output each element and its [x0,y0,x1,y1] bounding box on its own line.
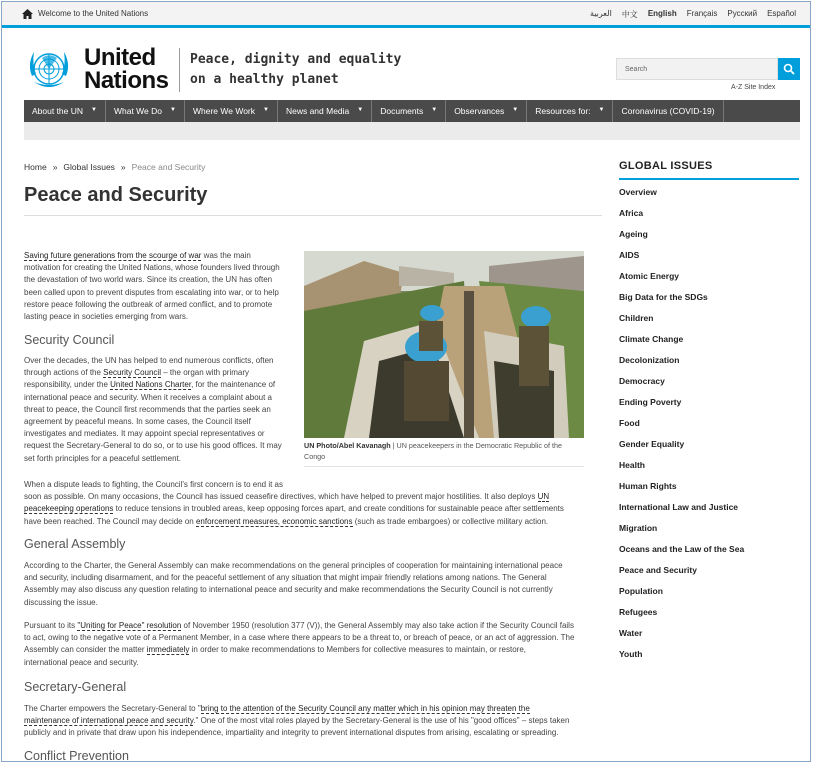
photo-credit: UN Photo/Abel Kavanagh [304,441,391,450]
text-span: Assembly can consider the matter [24,645,147,655]
text-line: restore peace following the outbreak of armed conflict, and to promote [24,299,273,309]
nav-label: Observances [454,106,505,116]
sidebar-item[interactable]: Peace and Security [619,565,697,575]
text-span: to reduce tensions in troubled areas, keep opposing forces apart, and create conditions for sustainable peace after settlements [113,504,564,514]
lang-english[interactable]: English [647,9,677,18]
text-span: Pursuant to its [24,621,78,630]
caption-separator: | [392,441,395,450]
breadcrumb [24,162,205,172]
un-charter-link[interactable]: United Nations Charter [110,380,192,390]
caret-down-icon: ▼ [598,107,605,113]
tagline-line-1: Peace, dignity and equality [190,52,402,67]
uniting-for-peace-paragraph [24,620,604,669]
global-issues-list [619,186,744,669]
sidebar-title: GLOBAL ISSUES [619,160,713,172]
sidebar-item[interactable]: Ageing [619,229,648,239]
nav-documents[interactable] [372,100,446,122]
caption-text: UN peacekeepers in the Democratic Republic of the Congo [304,441,562,461]
main-nav [24,100,800,122]
nav-label: What We Do [113,106,163,116]
nav-observances[interactable] [446,100,527,122]
brand-line-1: United [84,44,156,71]
uniting-for-peace-link[interactable]: "Uniting for Peace" resolution [77,621,182,630]
sidebar-title-rule [619,178,799,180]
title-divider [24,215,602,216]
text-line: was the main [203,251,251,260]
sidebar-item[interactable]: Democracy [619,376,665,386]
sidebar-item[interactable]: Migration [619,523,658,533]
text-line: agreement by peaceful means. In some cases, the Council itself [24,417,251,427]
nav-label: Documents [380,106,424,116]
sidebar-item[interactable]: Population [619,586,663,596]
heading-security-council: Security Council [24,333,115,347]
security-council-paragraph [24,355,299,465]
welcome-text: Welcome to the United Nations [38,9,149,18]
text-line: set forth principles for a peaceful settlement. [24,453,181,463]
text-line: investigates and mediates. It may appoint special representatives or [24,429,265,439]
heading-conflict-prevention: Conflict Prevention [24,749,129,762]
security-council-link[interactable]: Security Council [103,368,161,378]
search-icon [783,63,795,75]
sidebar-item[interactable]: Food [619,418,640,428]
nav-label: Where We Work [192,106,256,116]
text-span: ." One of the most vital roles played by the Secretary-General is the use of his "good offices" – steps taken [193,716,570,726]
text-line: international peace and security. When it receives a complaint about a [24,392,272,402]
top-bar [2,2,810,28]
brand-name[interactable] [84,46,169,92]
caret-down-icon: ▼ [512,107,519,113]
text-line: request the Secretary-General to do so, or to use his good offices. It may [24,441,282,451]
un-peacekeeping-link[interactable]: UN [537,492,550,502]
un-emblem-logo[interactable] [24,46,74,92]
text-line: motivation for creating the United Nations, whose founders lived through [24,263,280,273]
tagline [190,50,401,90]
nav-covid[interactable] [613,100,723,122]
sidebar-item[interactable]: Youth [619,649,643,659]
lang-russian[interactable]: Русский [727,9,758,18]
sidebar-item[interactable]: Big Data for the SDGs [619,292,708,302]
text-span: , for the maintenance of [191,380,276,390]
text-span: (such as trade embargoes) or collective military action. [352,516,549,526]
peacekeeping-operations-link[interactable]: peacekeeping operations [24,504,114,514]
sub-nav-bar [24,122,800,140]
text-line: discussing the issue. [24,597,98,607]
sidebar-item[interactable]: AIDS [619,250,640,260]
sidebar-item[interactable]: Health [619,460,645,470]
breadcrumb-current: Peace and Security [131,162,206,172]
text-line: lasting peace in societies emerging from wars. [24,312,189,322]
breadcrumb-separator: » [120,162,126,172]
breadcrumb-global-issues[interactable]: Global Issues [63,162,115,172]
text-span: responsibility, under the [24,380,111,390]
sidebar-item[interactable]: Overview [619,187,657,197]
caret-down-icon: ▼ [357,107,364,113]
search-input[interactable]: Search [616,58,778,80]
caret-down-icon: ▼ [170,107,176,113]
page-title: Peace and Security [24,184,208,206]
sidebar-item[interactable]: Oceans and the Law of the Sea [619,544,745,554]
lang-spanish[interactable]: Español [767,9,796,18]
brand-line-2: Nations [84,67,169,94]
home-icon[interactable] [22,9,33,19]
text-line: Over the decades, the UN has helped to end numerous conflicts, often [24,356,274,365]
sidebar-item[interactable]: Atomic Energy [619,271,679,281]
text-line: and security, including disarmament, and for the peaceful settlement of any situation that might impair friendly relations among nations. The General [24,573,547,583]
sidebar-item[interactable]: Decolonization [619,355,680,365]
sidebar-item[interactable]: Water [619,628,643,638]
text-line: threat to peace, the Council first recommends that the parties seek an [24,404,271,414]
nav-resources[interactable] [527,100,613,122]
nav-label: Coronavirus (COVID-19) [621,106,715,116]
sidebar-item[interactable]: Human Rights [619,481,677,491]
sidebar-item[interactable]: Ending Poverty [619,397,682,407]
peacekeepers-photo [304,251,584,438]
sidebar-item[interactable]: Climate Change [619,334,684,344]
browser-frame [1,1,811,762]
lang-chinese[interactable]: 中文 [621,10,638,19]
sidebar-item[interactable]: Gender Equality [619,439,685,449]
text-span: The Charter empowers the Secretary-General to " [24,704,201,713]
text-line: Assembly may also discuss any question relating to international peace and security and make recommendations the Security Council is not currently [24,585,553,595]
lang-arabic[interactable]: العربية [589,9,612,18]
maintenance-peace-link[interactable]: maintenance of international peace and security [24,716,194,726]
caret-down-icon: ▼ [263,107,269,113]
text-line: publicly and in private that draw upon his independence, impartiality and integrity to prevent international disputes from arising, escalating or spreading. [24,728,559,738]
text-line: international peace and security. [24,657,139,667]
photo-caption [304,440,584,462]
header-divider [179,48,180,92]
immediately-link[interactable]: immediately [146,645,190,655]
charter-article-link[interactable]: bring to the attention of the Security Council any matter which in his opinion may threaten the [200,704,530,713]
nav-about[interactable] [24,100,106,122]
lang-french[interactable]: Français [686,9,718,18]
general-assembly-paragraph [24,560,604,609]
text-line: been called upon to prevent disputes from escalating into war, or to help [24,287,279,297]
text-span: in order to make recommendations to Members for collective measures to maintain, or restore, [189,645,526,655]
site-index-link[interactable]: A-Z Site Index [731,84,776,91]
text-line: the devastation of two world wars. Since its creation, the UN has often [24,275,273,285]
breadcrumb-separator: » [52,162,58,172]
sidebar-item[interactable]: Refugees [619,607,658,617]
tagline-line-2: on a healthy planet [190,72,339,87]
nav-news-media[interactable] [278,100,372,122]
sidebar-item[interactable]: Africa [619,208,644,218]
caret-down-icon: ▼ [431,107,438,113]
text-span: through actions of the [24,368,104,378]
caption-divider [304,466,584,467]
nav-label: News and Media [285,106,350,116]
text-span: soon as possible. On many occasions, the Council has issued ceasefire directives, which have helped to prevent major hostilities. It also deploys [24,492,538,502]
nav-where-we-work[interactable] [185,100,278,122]
heading-general-assembly: General Assembly [24,537,126,551]
sidebar-item[interactable]: Children [619,313,654,323]
intro-paragraph [24,250,299,323]
sanctions-link[interactable]: enforcement measures, economic sanctions [195,516,353,526]
text-span: – the organ with primary [160,368,250,378]
nav-label: About the UN [32,106,84,116]
text-line: According to the Charter, the General Assembly can make recommendations on the general principles of cooperation for maintaining international peace [24,561,563,570]
text-span: have been reached. The Council may decide on [24,516,196,526]
scourge-of-war-link[interactable]: Saving future generations from the scourge of war [24,251,202,260]
heading-secretary-general: Secretary-General [24,680,127,694]
text-span: of November 1950 (resolution 377 (V)), the General Assembly may also take action if the Security Council fails [181,621,574,630]
nav-label: Resources for: [535,106,591,116]
caret-down-icon: ▼ [91,107,97,113]
nav-what-we-do[interactable] [106,100,185,122]
text-line: When a dispute leads to fighting, the Council's first concern is to end it as [24,480,283,489]
search-button[interactable] [778,58,800,80]
sidebar-item[interactable]: International Law and Justice [619,502,739,512]
breadcrumb-home[interactable]: Home [24,162,47,172]
dispute-paragraph [24,479,604,528]
language-switcher [590,9,796,20]
text-line: to act, owing to the negative vote of a Permanent Member, in a case where there appears to be a threat to, or breach of peace, or an act of aggression. The [24,633,575,643]
secretary-general-paragraph [24,703,604,740]
